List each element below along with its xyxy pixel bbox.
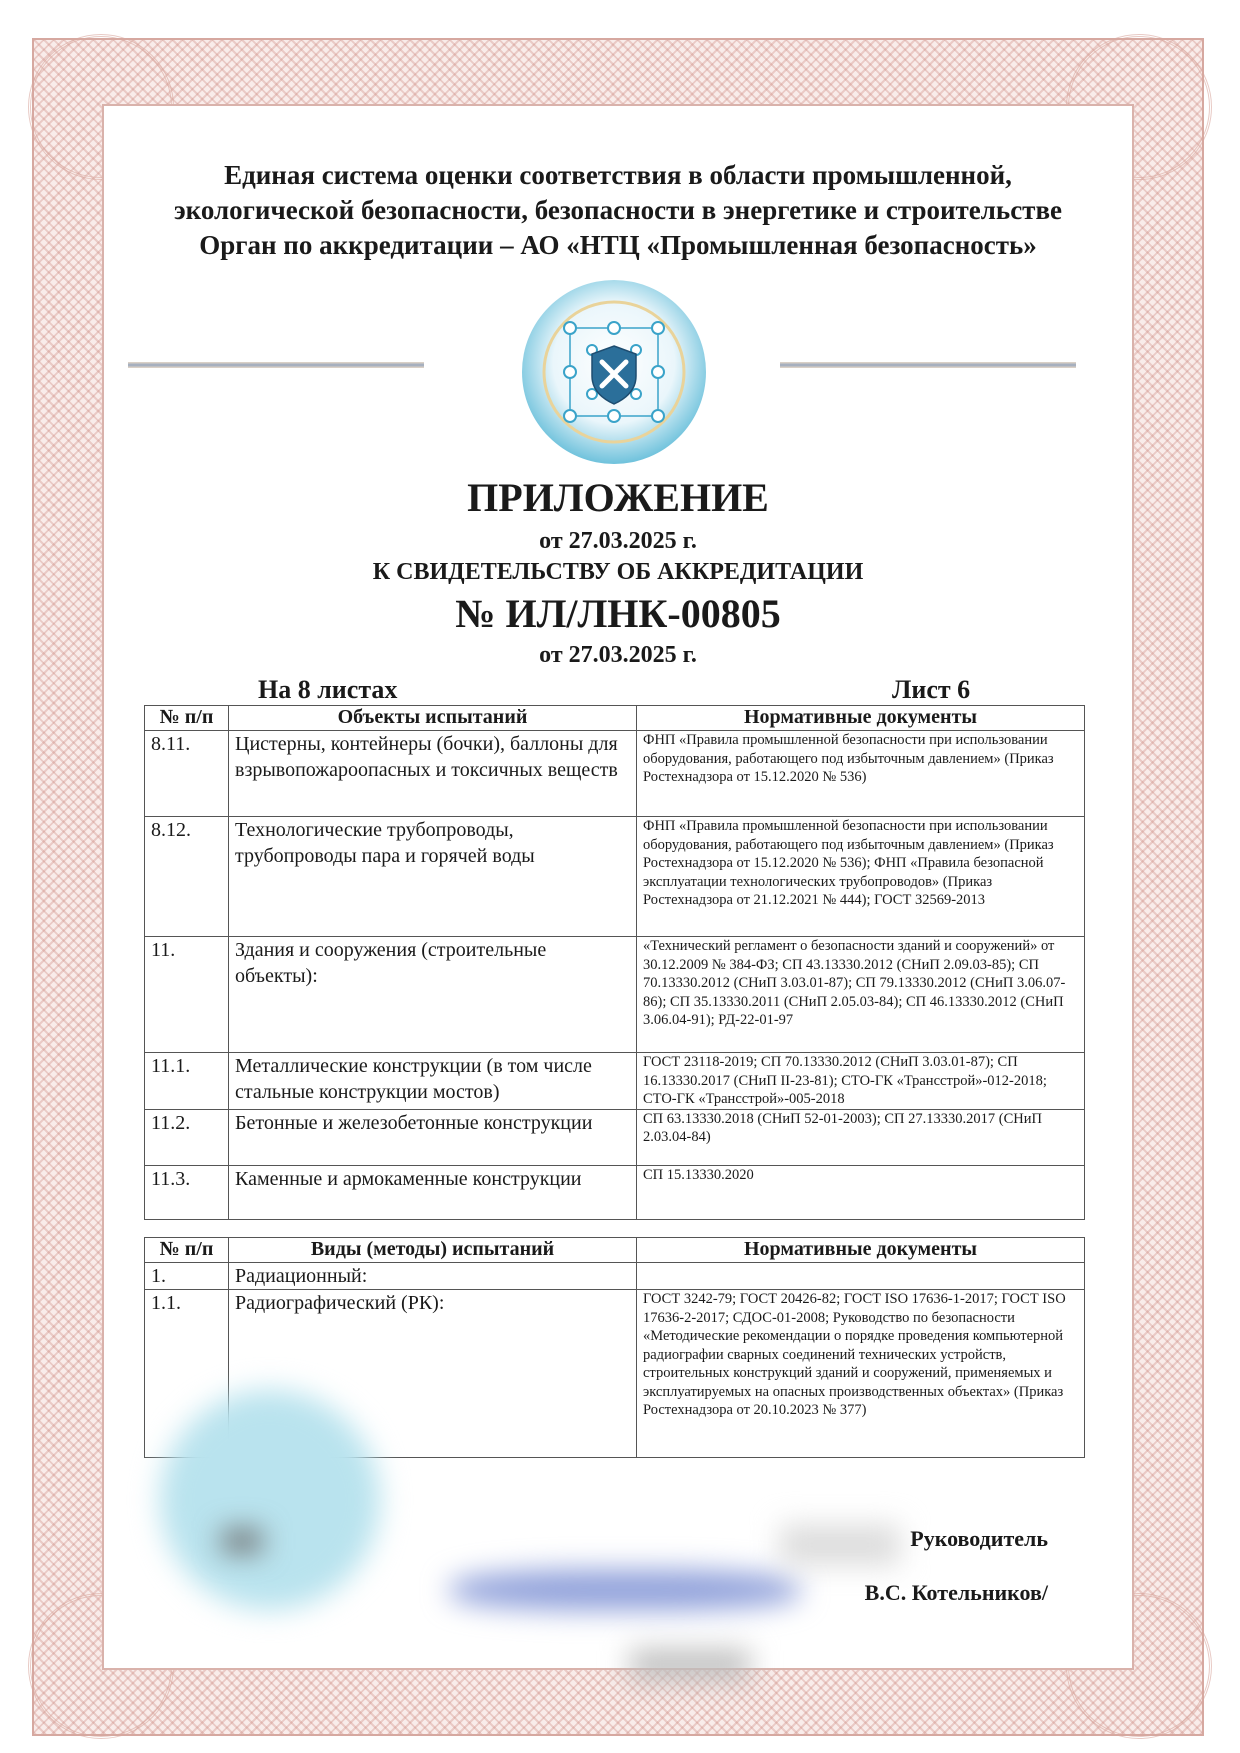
row-number: 8.11.	[145, 731, 229, 817]
row-object: Радиографический (РК):	[229, 1290, 637, 1458]
stamp-text	[222, 1530, 262, 1552]
row-number: 11.	[145, 937, 229, 1053]
sheet-number: Лист 6	[892, 675, 971, 704]
row-object: Каменные и армокаменные конструкции	[229, 1165, 637, 1219]
row-number: 8.12.	[145, 817, 229, 937]
row-number: 11.1.	[145, 1053, 229, 1110]
signature-stroke	[780, 1525, 900, 1565]
row-documents: ГОСТ 3242-79; ГОСТ 20426-82; ГОСТ ISO 17636-1-2017; ГОСТ ISO 17636-2-2017; СДОС-01-2008; Руководство по безопасности «Методические рекомендации о порядке проведения компьютерной радиографии сварных соединений технических устройств, строительных конструкций зданий и сооружений, применяемых и эксплуатируемых на опасных производственных объектах» (Приказ Ростехнадзора от 20.10.2023 № 377)	[637, 1290, 1085, 1458]
row-number: 11.3.	[145, 1165, 229, 1219]
divider-left	[128, 362, 424, 368]
row-object: Цистерны, контейнеры (бочки), баллоны для взрывопожароопасных и токсичных веществ	[229, 731, 637, 817]
column-header: № п/п	[145, 1238, 229, 1263]
table-row	[145, 731, 1085, 817]
header-line: Орган по аккредитации – АО «НТЦ «Промышленная безопасность»	[199, 230, 1037, 260]
column-header: Нормативные документы	[637, 1238, 1085, 1263]
row-documents	[637, 1263, 1085, 1290]
divider-right	[780, 362, 1076, 368]
column-header: Виды (методы) испытаний	[229, 1238, 637, 1263]
organization-emblem-icon	[518, 276, 710, 468]
row-number: 1.	[145, 1263, 229, 1290]
document-title: ПРИЛОЖЕНИЕ	[467, 475, 769, 520]
table-row	[145, 817, 1085, 937]
header-line: Единая система оценки соответствия в области промышленной,	[224, 160, 1012, 190]
table-header-row	[145, 706, 1085, 731]
table-row	[145, 1165, 1085, 1219]
table-row	[145, 1109, 1085, 1165]
table-header-row	[145, 1238, 1085, 1263]
row-documents: СП 15.13330.2020	[637, 1165, 1085, 1219]
row-number: 11.2.	[145, 1109, 229, 1165]
certificate-date: от 27.03.2025 г.	[539, 642, 697, 668]
row-object: Радиационный:	[229, 1263, 637, 1290]
table-row	[145, 937, 1085, 1053]
column-header: Нормативные документы	[637, 706, 1085, 731]
signer-role: Руководитель	[910, 1526, 1048, 1551]
handwritten-signature	[450, 1570, 800, 1610]
row-documents: ФНП «Правила промышленной безопасности при использовании оборудования, работающего под избыточным давлением» (Приказ Ростехнадзора от 15.12.2020 № 536)	[637, 731, 1085, 817]
column-header: № п/п	[145, 706, 229, 731]
row-object: Металлические конструкции (в том числе стальные конструкции мостов)	[229, 1053, 637, 1110]
table-row	[145, 1263, 1085, 1290]
column-header: Объекты испытаний	[229, 706, 637, 731]
certificate-number: № ИЛ/ЛНК-00805	[455, 591, 781, 636]
header-line: экологической безопасности, безопасности в энергетике и строительстве	[173, 195, 1063, 225]
row-object: Технологические трубопроводы, трубопроводы пара и горячей воды	[229, 817, 637, 937]
row-documents: СП 63.13330.2018 (СНиП 52-01-2003); СП 27.13330.2017 (СНиП 2.03.04-84)	[637, 1109, 1085, 1165]
row-object: Бетонные и железобетонные конструкции	[229, 1109, 637, 1165]
row-documents: ФНП «Правила промышленной безопасности при использовании оборудования, работающего под избыточным давлением» (Приказ Ростехнадзора от 15.12.2020 № 536); ФНП «Правила безопасной эксплуатации технологических трубопроводов» (Приказ Ростехнадзора от 21.12.2021 № 444); ГОСТ 32569-2013	[637, 817, 1085, 937]
objects-table	[144, 705, 1085, 1220]
issuer-header	[102, 158, 1134, 263]
table-row	[145, 1053, 1085, 1110]
document-subtitle: К СВИДЕТЕЛЬСТВУ ОБ АККРЕДИТАЦИИ	[372, 559, 864, 585]
row-number: 1.1.	[145, 1290, 229, 1458]
stamp-seal	[160, 1390, 380, 1610]
stamp-footer	[630, 1650, 750, 1680]
row-documents: «Технический регламент о безопасности зданий и сооружений» от 30.12.2009 № 384-ФЗ; СП 43.13330.2012 (СНиП 2.09.03-85); СП 70.13330.2012 (СНиП 3.03.01-87); СП 79.13330.2012 (СНиП 3.06.07-86); СП 35.13330.2011 (СНиП 2.05.03-84); СП 46.13330.2012 (СНиП 3.06.04-91); РД-22-01-97	[637, 937, 1085, 1053]
annex-date: от 27.03.2025 г.	[539, 528, 697, 554]
signer-name: В.С. Котельников/	[864, 1580, 1048, 1605]
sheet-total: На 8 листах	[258, 675, 398, 704]
row-documents: ГОСТ 23118-2019; СП 70.13330.2012 (СНиП 3.03.01-87); СП 16.13330.2017 (СНиП II-23-81); СТО-ГК «Трансстрой»-012-2018; СТО-ГК «Трансстрой»-005-2018	[637, 1053, 1085, 1110]
row-object: Здания и сооружения (строительные объекты):	[229, 937, 637, 1053]
